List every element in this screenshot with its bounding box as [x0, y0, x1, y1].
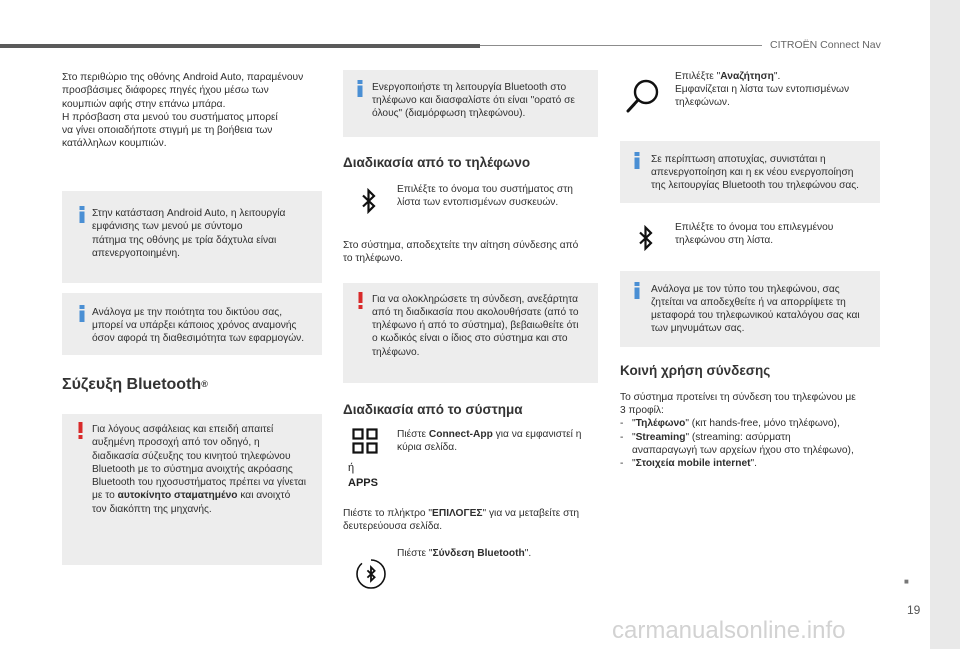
- apps-button-label: APPS: [348, 477, 378, 489]
- text-line: Bluetooth με το σύστημα ανοιχτής ακρόασης: [92, 463, 293, 475]
- info-icon: [633, 282, 641, 299]
- text-line: κουμπιών αφής στην επάνω μπάρα.: [62, 98, 226, 110]
- text-line: δευτερεύουσα σελίδα.: [343, 520, 443, 532]
- text-line: [632, 457, 854, 470]
- text-line: [675, 70, 849, 83]
- text-line: τηλεφώνων.: [675, 97, 730, 109]
- warning-icon: [77, 422, 84, 439]
- note-phonebook-text: [651, 283, 860, 336]
- section-heading-phone-procedure: Διαδικασία από το τηλέφωνο: [343, 155, 531, 170]
- warning-icon: [357, 292, 364, 309]
- text-line: Bluetooth του ηχοσυστήματος πρέπει να γίνεται: [92, 477, 306, 489]
- text-line: μπορεί να υπάρξει κάποιος χρόνος αναμονής: [92, 319, 297, 331]
- text-line: Το σύστημα προτείνει τη σύνδεση του τηλεφώνου με: [620, 391, 856, 403]
- text-line: κατάλληλων κουμπιών.: [62, 138, 167, 150]
- text-run: ": [632, 418, 636, 430]
- text-line: Σε περίπτωση αποτυχίας, συνιστάται η: [651, 153, 826, 165]
- text-line: προσβάσιμες διάφορες πηγές ήχου μέσω των: [62, 85, 269, 97]
- profiles-list: [620, 417, 854, 470]
- note-failure-text: [651, 153, 859, 193]
- text-line: Ανάλογα με την ποιότητα του δικτύου σας,: [92, 306, 283, 318]
- end-of-section-mark: ■: [904, 577, 909, 586]
- step-search-text: [675, 70, 849, 110]
- note-three-fingers-text: [92, 207, 285, 260]
- list-marker: -: [620, 431, 624, 443]
- text-run: για να εμφανιστεί η: [492, 428, 582, 440]
- text-line: τηλέφωνο και διασφαλίστε ότι είναι "ορατό σε: [372, 94, 575, 106]
- list-marker: -: [620, 418, 624, 430]
- text-line: κύρια σελίδα.: [397, 441, 458, 453]
- list-item-text: [632, 417, 854, 430]
- step-connect-app-text: [397, 428, 581, 455]
- text-run: " (streaming: ασύρματη: [685, 431, 791, 443]
- text-line: απενεργοποίηση και η εκ νέου ενεργοποίηση: [651, 166, 854, 178]
- search-icon: [625, 77, 661, 119]
- step-bluetooth-connection-text: [397, 547, 531, 560]
- text-line: [397, 547, 531, 560]
- text-run: Επιλέξτε ": [675, 70, 721, 82]
- text-run: " (κιτ hands-free, μόνο τηλέφωνο),: [685, 418, 840, 430]
- info-icon: [633, 152, 641, 169]
- options-paragraph: [343, 507, 579, 534]
- text-line: τηλέφωνο.: [372, 346, 420, 358]
- text-run: με το: [92, 490, 118, 502]
- note-visibility-text: [372, 81, 575, 121]
- bold-text: Σύνδεση Bluetooth: [432, 547, 525, 559]
- list-item-text: [632, 431, 854, 458]
- text-line: να γίνει οποιαδήποτε στιγμή με τη βοήθεια των: [62, 125, 273, 137]
- text-line: λίστα των εντοπισμένων συσκευών.: [397, 196, 559, 208]
- text-line: όλους" (διαμόρφωση τηλεφώνου).: [372, 108, 526, 120]
- bold-text: Στοιχεία mobile internet: [635, 458, 751, 470]
- text-line: το τηλέφωνο.: [343, 252, 403, 264]
- registered-mark: ®: [201, 379, 208, 389]
- text-run: ".: [750, 458, 757, 470]
- section-heading-system-procedure: Διαδικασία από το σύστημα: [343, 402, 523, 417]
- section-heading-connection-sharing: Κοινή χρήση σύνδεσης: [620, 363, 771, 378]
- text-line: τηλέφωνο ή από το σύστημα), βεβαιωθείτε ότι: [372, 320, 579, 332]
- text-line: Εμφανίζεται η λίστα των εντοπισμένων: [675, 83, 850, 95]
- heading-text: Σύζευξη Bluetooth: [62, 376, 202, 393]
- bold-text: Τηλέφωνο: [635, 418, 686, 430]
- section-heading-bluetooth-pairing: [62, 376, 208, 394]
- list-marker: -: [620, 458, 624, 470]
- text-line: ο κωδικός είναι ο ίδιος στο σύστημα και στο: [372, 333, 568, 345]
- text-line: Επιλέξτε το όνομα του επιλεγμένου: [675, 221, 834, 233]
- text-run: Πιέστε το πλήκτρο ": [343, 507, 433, 519]
- bold-text: Streaming: [635, 431, 686, 443]
- text-line: τηλεφώνου στη λίστα.: [675, 234, 774, 246]
- header-rule-thick: [0, 44, 480, 48]
- text-line: των μηνυμάτων σας.: [651, 323, 745, 335]
- text-line: όσον αφορά τη διαθεσιμότητα των εφαρμογών.: [92, 333, 305, 345]
- text-line: αυξημένη προσοχή από τον οδηγό, η: [92, 437, 260, 449]
- text-run: και ανοιχτό: [237, 490, 291, 502]
- text-line: ζητείται να αποδεχθείτε ή να απορρίψετε τη: [651, 296, 846, 308]
- text-run: Πιέστε ": [397, 547, 433, 559]
- text-line: Ανάλογα με τον τύπο του τηλεφώνου, σας: [651, 283, 840, 295]
- step-select-system-text: [397, 183, 573, 210]
- safety-warning-text: [92, 423, 306, 516]
- text-line: από τη διαδικασία που ακολουθήσατε (από το: [372, 306, 579, 318]
- text-line: Στο σύστημα, αποδεχτείτε την αίτηση σύνδεσης από: [343, 239, 579, 251]
- text-line: 3 προφίλ:: [620, 404, 664, 416]
- step-select-phone-text: [675, 221, 833, 248]
- text-run: ".: [524, 547, 532, 559]
- text-line: πάτημα της οθόνης με τρία δάχτυλα είναι: [92, 234, 277, 246]
- info-icon: [78, 206, 86, 223]
- text-run: " για να μεταβείτε στη: [482, 507, 580, 519]
- text-run: ": [632, 431, 636, 443]
- text-line: μεταφορά του τηλεφωνικού καταλόγου σας και: [651, 310, 860, 322]
- text-line: Στην κατάσταση Android Auto, η λειτουργία: [92, 208, 286, 219]
- text-line: [397, 428, 581, 441]
- text-run: Πιέστε: [397, 428, 429, 440]
- intro-paragraph: [62, 71, 303, 151]
- text-line: Για λόγους ασφάλειας και επειδή απαιτεί: [92, 424, 274, 435]
- bold-text: ΕΠΙΛΟΓΕΣ: [432, 507, 483, 519]
- accept-request-paragraph: [343, 239, 578, 266]
- code-warning-text: [372, 293, 579, 359]
- or-label: ή: [348, 462, 355, 474]
- list-item-text: [632, 457, 854, 470]
- bluetooth-connect-icon: [354, 556, 388, 592]
- bold-text: αυτοκίνητο σταματημένο: [117, 490, 238, 502]
- list-item: [620, 417, 854, 430]
- text-line: Στο περιθώριο της οθόνης Android Auto, παραμένουν: [62, 72, 304, 83]
- sharing-intro-paragraph: [620, 391, 856, 418]
- text-line: [632, 431, 854, 444]
- list-item: [620, 431, 854, 458]
- apps-icon: [352, 428, 378, 454]
- bold-text: Connect-App: [428, 428, 493, 440]
- text-line: [92, 489, 306, 502]
- watermark: carmanualsonline.info: [612, 617, 846, 644]
- text-line: της λειτουργίας Bluetooth του τηλεφώνου σας.: [651, 180, 860, 192]
- header-brand: CITROËN Connect Nav: [770, 39, 881, 51]
- text-line: εμφάνισης των μενού με σύντομο: [92, 221, 243, 233]
- text-line: Επιλέξτε το όνομα του συστήματος στη: [397, 183, 573, 195]
- note-network-text: [92, 306, 304, 346]
- text-line: Ενεργοποιήστε τη λειτουργία Bluetooth στο: [372, 81, 567, 93]
- chapter-side-strip: [930, 0, 960, 649]
- header-rule-thin: [480, 45, 762, 46]
- page-number: 19: [907, 603, 921, 617]
- text-line: απενεργοποιημένη.: [92, 247, 180, 259]
- info-icon: [356, 80, 364, 97]
- text-line: διαδικασία σύζευξης του κινητού τηλεφώνου: [92, 450, 291, 462]
- text-run: ".: [773, 70, 781, 82]
- bluetooth-icon: [361, 188, 377, 214]
- text-line: Η πρόσβαση στα μενού του συστήματος μπορεί: [62, 111, 278, 123]
- text-line: Για να ολοκληρώσετε τη σύνδεση, ανεξάρτητα: [372, 293, 578, 305]
- info-icon: [78, 305, 86, 322]
- text-line: αναπαραγωγή των αρχείων ήχου στο τηλέφωνο),: [632, 444, 854, 456]
- text-run: ": [632, 458, 636, 470]
- bold-text: Αναζήτηση: [720, 70, 774, 82]
- bluetooth-icon: [638, 225, 654, 251]
- text-line: [632, 417, 854, 430]
- text-line: [343, 507, 579, 520]
- text-line: τον διακόπτη της μηχανής.: [92, 503, 212, 515]
- list-item: [620, 457, 854, 470]
